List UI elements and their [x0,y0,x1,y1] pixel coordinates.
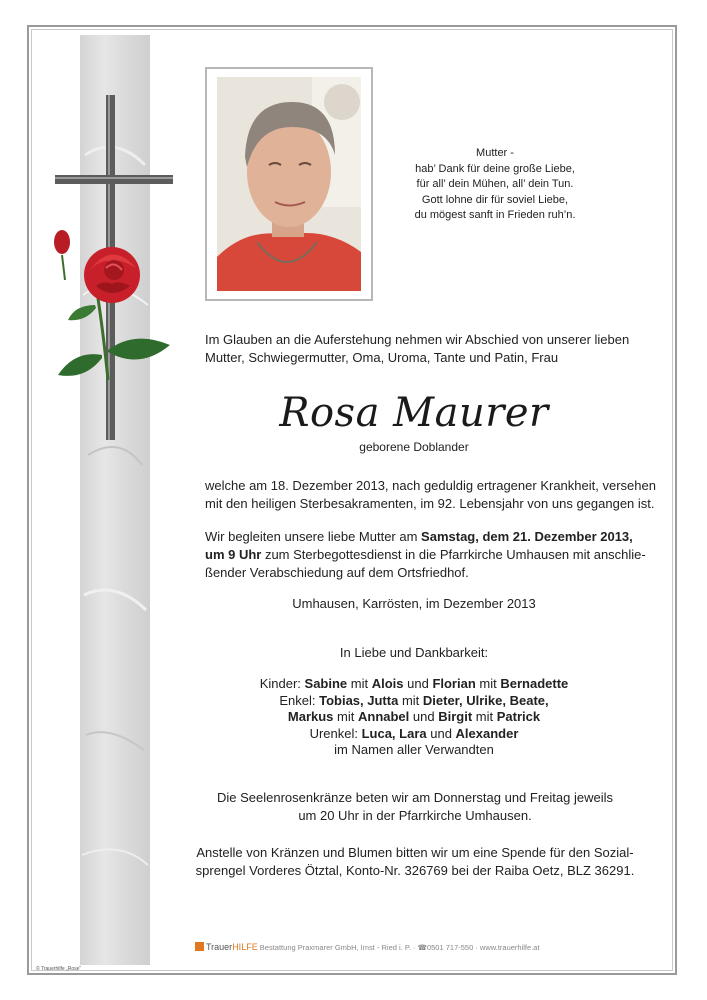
family-children: Kinder: Sabine mit Alois und Florian mit Bernadette [259,676,569,691]
portrait-frame [205,67,373,301]
funeral-date: Samstag, dem 21. Dezember 2013, [421,529,633,544]
cross-and-rose [40,90,190,450]
intro-line: Mutter, Schwiegermutter, Oma, Uroma, Tante und Patin, Frau [205,350,559,365]
intro-text [205,331,643,367]
donation-info [195,844,635,880]
poem-line: für all’ dein Mühen, all’ dein Tun. [416,178,574,190]
funeral-line: um 9 Uhr zum Sterbegottesdienst in die Pfarrkirche Umhausen mit anschlie- [205,547,646,562]
maiden-name: geborene Doblander [359,440,469,454]
intro-line: Im Glauben an die Auferstehung nehmen wir Abschied von unserer lieben [205,332,630,347]
funeral-time: um 9 Uhr [205,547,262,562]
family-grandchildren: Enkel: Tobias, Jutta mit Dieter, Ulrike, Beate, [279,692,549,708]
family-great-grandchildren: Urenkel: Luca, Lara und Alexander [309,725,519,741]
funeral-line: ßender Verabschiedung auf dem Ortsfriedhof. [205,565,469,580]
poem-line: hab’ Dank für deine große Liebe, [415,162,575,175]
death-notice [205,477,656,513]
footer-text: Bestattung Praxmarer GmbH, Imst - Ried i. P. · ☎0501 717-550 · www.trauerhilfe.at [259,943,540,952]
trauerhilfe-logo-icon [195,942,204,951]
family-relatives: im Namen aller Verwandten [334,742,494,757]
rosary-info [195,789,635,825]
funeral-info [205,528,645,582]
poem-line: du mögest sanft in Frieden ruh’n. [414,209,576,221]
thanks-heading: In Liebe und Dankbarkeit: [339,645,489,660]
funeral-line: Wir begleiten unsere liebe Mutter am Samstag, dem 21. Dezember 2013, [205,529,633,544]
place-date: Umhausen, Karrösten, im Dezember 2013 [292,596,536,611]
footer-brand: TrauerHILFE [206,942,258,952]
donation-line: Anstelle von Kränzen und Blumen bitten wir um eine Spende für den Sozial- [196,845,634,860]
poem-line: Mutter - [476,147,514,159]
family-list [205,676,623,759]
rosary-line: um 20 Uhr in der Pfarrkirche Umhausen. [298,808,532,823]
portrait-photo [217,77,361,291]
deceased-name: Rosa Maurer [279,390,549,436]
copyright: © Trauerhilfe „Rose“ [36,966,82,972]
poem [400,146,590,224]
death-notice-line: welche am 18. Dezember 2013, nach geduldig ertragener Krankheit, versehen [205,478,656,493]
poem-line: Gott lohne dir für soviel Liebe, [421,193,569,206]
family-grandchildren-cont: Markus mit Annabel und Birgit mit Patrick [287,709,541,724]
donation-line: sprengel Vorderes Ötztal, Konto-Nr. 326769 bei der Raiba Oetz, BLZ 36291. [195,863,635,878]
rosary-line: Die Seelenrosenkränze beten wir am Donnerstag und Freitag jeweils [217,790,613,805]
death-notice-line: mit den heiligen Sterbesakramenten, im 92. Lebensjahr von uns gegangen ist. [205,496,655,511]
footer [195,942,645,956]
